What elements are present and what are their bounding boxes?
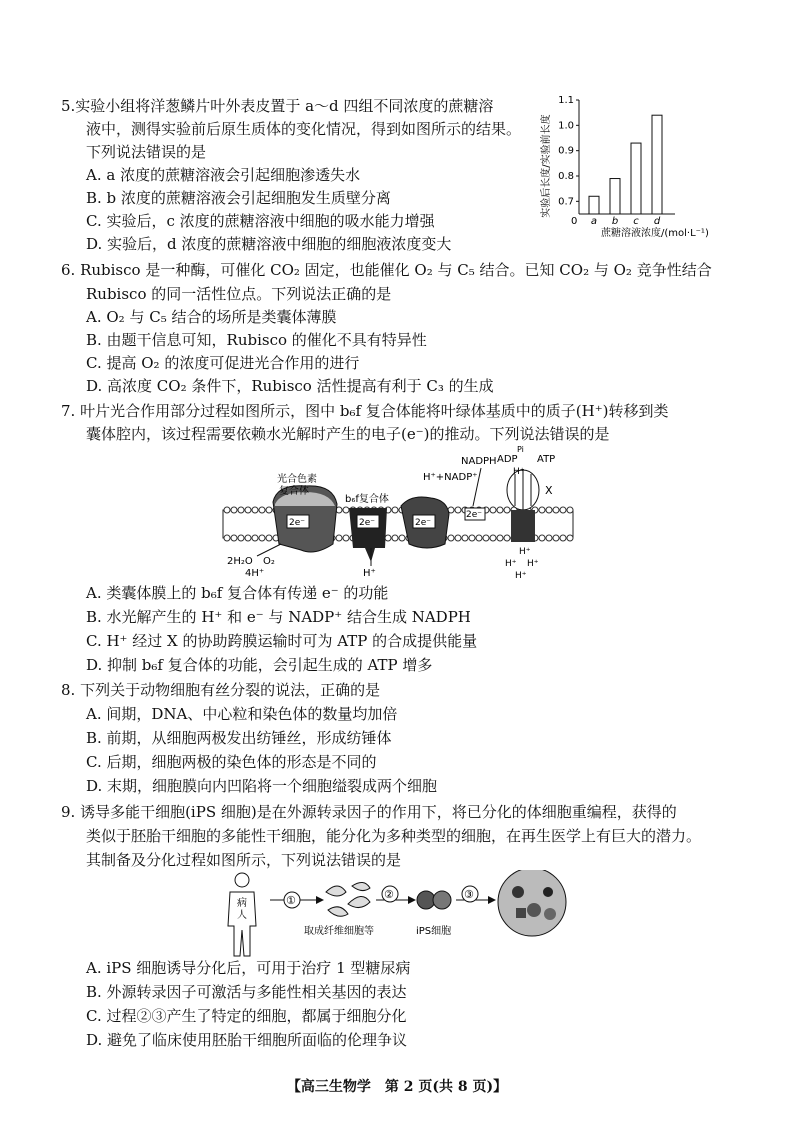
lipid-head [469,535,475,541]
q7-option-c: C. H⁺ 经过 X 的协助跨膜运输时可为 ATP 的合成提供能量 [86,632,478,650]
diff-cell-2 [527,903,541,917]
lipid-head [483,535,489,541]
e-label-4: 2e⁻ [466,510,483,520]
lipid-head [343,507,349,513]
lipid-head [392,507,398,513]
water-arrow [257,544,281,556]
chart-ytick-label: 0.8 [558,171,574,182]
atp-label: ATP [537,454,556,465]
step1-label: ① [286,894,296,907]
chart-xlabel: 蔗糖溶液浓度/(mol·L⁻¹) [601,228,709,239]
q8-stem-1: 8. 下列关于动物细胞有丝分裂的说法，正确的是 [61,681,381,699]
h-lumen-1: H⁺ [519,547,531,557]
lipid-head [224,507,230,513]
lipid-head [567,507,573,513]
nadph-label: NADPH [461,456,497,467]
q9-option-a: A. iPS 细胞诱导分化后，可用于治疗 1 型糖尿病 [86,959,411,977]
lipid-head [252,535,258,541]
q6-option-b: B. 由题干信息可知，Rubisco 的催化不具有特异性 [86,331,427,349]
q8-option-d: D. 末期，细胞膜向内凹陷将一个细胞缢裂成两个细胞 [86,777,438,795]
chart-ytick-label: 0.9 [558,145,574,157]
step3-label: ③ [464,888,474,901]
lipid-head [504,535,510,541]
lipid-head [245,535,251,541]
ips-cell-icon-2 [433,891,451,909]
lipid-head [455,535,461,541]
step2-label: ② [384,888,394,901]
q7-stem-2: 囊体腔内，该过程需要依赖水光解时产生的电子(e⁻)的推动。下列说法错误的是 [86,425,610,443]
lipid-head [231,507,237,513]
lipid-head [252,507,258,513]
q5-option-a: A. a 浓度的蔗糖溶液会引起细胞渗透失水 [86,166,361,184]
arrow-1-head [316,896,324,904]
pi-label: Pi [517,445,524,454]
q9-stem-3: 其制备及分化过程如图所示，下列说法错误的是 [86,851,402,869]
lipid-head [266,535,272,541]
chart-ytick-label: 0.7 [558,196,574,208]
q6-stem-2: Rubisco 的同一活性位点。下列说法正确的是 [86,285,392,303]
h-lumen-3: H⁺ [527,559,539,569]
diff-cell-3 [543,887,553,897]
lipid-head [238,535,244,541]
e-label-1: 2e⁻ [289,518,306,528]
lipid-head [553,507,559,513]
diff-cell-4 [516,908,526,918]
q5-stem-1: 5.实验小组将洋葱鳞片叶外表皮置于 a～d 四组不同浓度的蔗糖溶 [61,97,494,115]
lipid-head [497,535,503,541]
chart-bar-c [631,143,641,214]
complex1-label-2: 复合体 [279,486,309,497]
arrow-3-head [488,896,496,904]
chart-origin-label: 0 [571,216,578,227]
chart-xtick-label: a [590,216,598,227]
fibroblast-cells-icon [326,882,370,916]
q7-thylakoid-diagram [215,444,585,580]
lipid-head [560,507,566,513]
q9-option-d: D. 避免了临床使用胚胎干细胞所面临的伦理争议 [86,1031,408,1049]
chart-xtick-label: c [633,216,639,227]
fibro-label: 取成纤维细胞等 [304,926,374,937]
h-lumen-2: H⁺ [505,559,517,569]
q5-stem-2: 液中，测得实验前后原生质体的变化情况，得到如图所示的结果。 [86,120,522,138]
q8-option-c: C. 后期，细胞两极的染色体的形态是不同的 [86,753,377,771]
chart-xtick-label: d [653,216,661,227]
lipid-head [462,535,468,541]
lipid-head [259,507,265,513]
q6-option-c: C. 提高 O₂ 的浓度可促进光合作用的进行 [86,354,360,372]
q7-option-b: B. 水光解产生的 H⁺ 和 e⁻ 与 NADP⁺ 结合生成 NADPH [86,608,471,626]
q9-stem-1: 9. 诱导多能干细胞(iPS 细胞)是在外源转录因子的作用下，将已分化的体细胞重编程，获得的 [61,803,677,821]
lipid-head [546,535,552,541]
q6-option-d: D. 高浓度 CO₂ 条件下，Rubisco 活性提高有利于 C₃ 的生成 [86,377,494,395]
h-top-label: H⁺ [513,467,525,477]
chart-bar-b [610,179,620,214]
patient-label-1: 病 [237,898,247,909]
e-label-3: 2e⁻ [415,518,432,528]
q8-option-a: A. 间期，DNA、中心粒和染色体的数量均加倍 [86,705,398,723]
diff-cell-1 [512,886,524,898]
lipid-head [385,535,391,541]
lipid-head [238,507,244,513]
h-b6f-label: H⁺ [363,568,376,579]
lipid-head [259,535,265,541]
lipid-head [392,535,398,541]
lipid-head [336,535,342,541]
q9-ips-diagram [220,870,580,960]
lipid-head [224,535,230,541]
lipid-head [490,535,496,541]
chart-xtick-label: b [611,216,619,227]
q9-stem-2: 类似于胚胎干细胞的多能性干细胞，能分化为多种类型的细胞，在再生医学上有巨大的潜力。 [86,827,702,845]
lipid-head [490,507,496,513]
q5-bar-chart [535,92,735,242]
q8-option-b: B. 前期，从细胞两极发出纺锤丝，形成纺锤体 [86,729,392,747]
differentiated-cells-icon [498,870,566,936]
lipid-head [567,535,573,541]
chart-bar-a [589,196,599,214]
diff-cell-5 [544,908,556,920]
complex1-label: 光合色素 [277,474,317,485]
h-lumen-4: H⁺ [515,571,527,580]
lipid-head [539,535,545,541]
e-label-2: 2e⁻ [359,518,376,528]
q5-option-c: C. 实验后，c 浓度的蔗糖溶液中细胞的吸水能力增强 [86,212,435,230]
lipid-head [343,535,349,541]
adp-label: ADP [497,454,518,465]
q9-option-c: C. 过程②③产生了特定的细胞，都属于细胞分化 [86,1007,407,1025]
lipid-head [266,507,272,513]
atp-synthase-stalk [511,510,535,542]
o2-label: O₂ [263,556,275,567]
chart-bar-d [652,115,662,214]
lipid-head [231,535,237,541]
hnadp-label: H⁺+NADP⁺ [423,472,478,483]
lipid-head [245,507,251,513]
q9-option-b: B. 外源转录因子可激活与多能性相关基因的表达 [86,983,407,1001]
chart-ylabel: 实验后长度/实验前长度 [541,114,552,218]
lipid-head [455,507,461,513]
lipid-head [539,507,545,513]
ips-cell-icon [417,891,435,909]
q5-option-b: B. b 浓度的蔗糖溶液会引起细胞发生质壁分离 [86,189,391,207]
b6f-label: b₆f复合体 [345,494,389,505]
q5-option-d: D. 实验后，d 浓度的蔗糖溶液中细胞的细胞液浓度变大 [86,235,452,253]
lipid-head [504,507,510,513]
chart-ytick-label: 1.1 [558,95,574,106]
lipid-head [553,535,559,541]
h2o-label: 2H₂O [227,556,253,567]
q6-stem-1: 6. Rubisco 是一种酶，可催化 CO₂ 固定，也能催化 O₂ 与 C₅ 结合。已知 CO₂ 与 O₂ 竞争性结合 [61,261,712,279]
lipid-head [497,507,503,513]
h4-label: 4H⁺ [245,568,265,579]
page-footer: 【高三生物学 第 2 页(共 8 页)】 [286,1079,508,1095]
lipid-head [399,535,405,541]
q6-option-a: A. O₂ 与 C₅ 结合的场所是类囊体薄膜 [86,308,337,326]
lipid-head [476,535,482,541]
patient-label-2: 人 [237,910,247,921]
q7-option-d: D. 抑制 b₆f 复合体的功能，会引起生成的 ATP 增多 [86,656,433,674]
arrow-2-head [408,896,416,904]
ips-label: iPS细胞 [416,926,452,937]
lipid-head [560,535,566,541]
chart-ytick-label: 1.0 [558,120,574,132]
lipid-head [546,507,552,513]
q5-stem-3: 下列说法错误的是 [86,143,207,161]
x-label: X [545,484,553,497]
q7-stem-1: 7. 叶片光合作用部分过程如图所示，图中 b₆f 复合体能将叶绿体基质中的质子(H⁺)转移到类 [61,402,669,420]
q7-option-a: A. 类囊体膜上的 b₆f 复合体有传递 e⁻ 的功能 [86,584,389,602]
lipid-head [448,535,454,541]
